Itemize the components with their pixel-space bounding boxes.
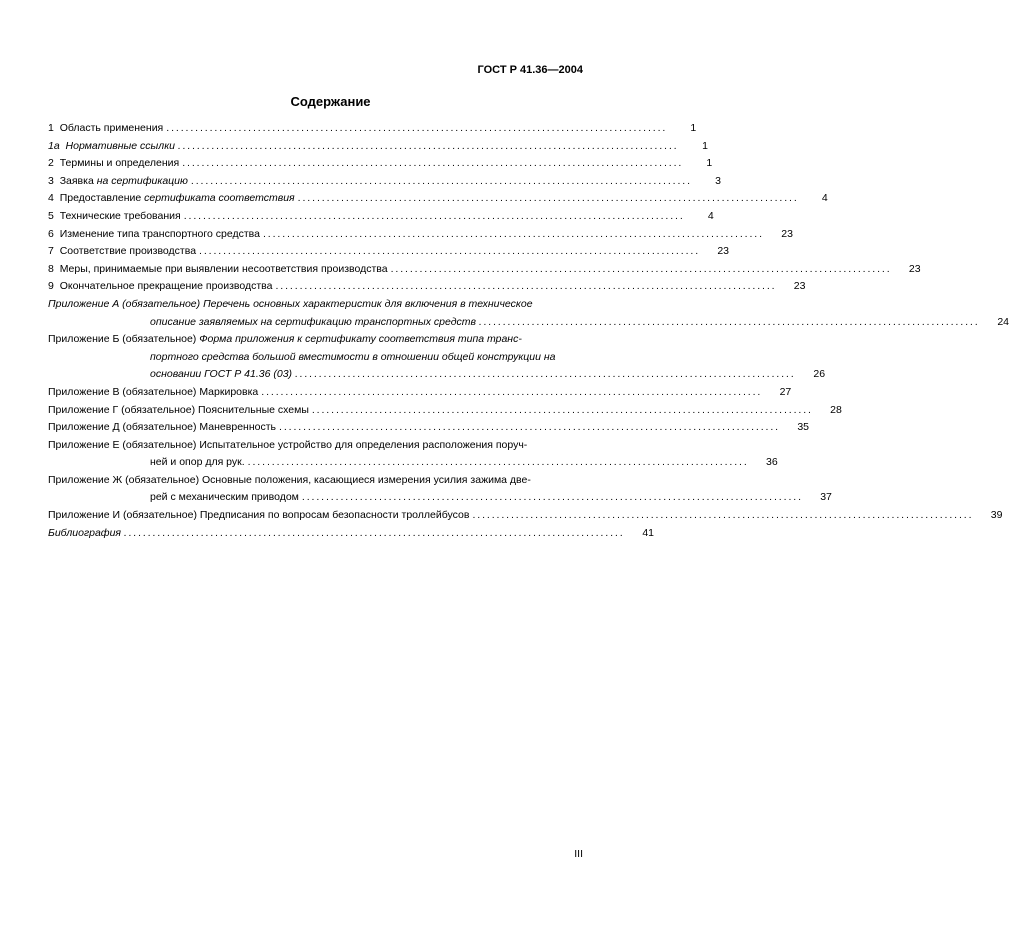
toc-entry-bibliography — [48, 526, 655, 545]
toc-entry: 8 Меры, принимаемые при выявлении несоответствия производства ........................................................................................................ 23 — [48, 262, 921, 275]
toc-entry-title: Приложение Е (обязательное) Испытательное устройство для определения расположения поруч- — [48, 438, 528, 451]
leader-dots: ........................................................................................................ — [262, 227, 764, 240]
toc-entry-title: Область применения — [59, 122, 164, 134]
toc-entry-title: рей с механическим приводом — [150, 491, 299, 504]
toc-entry-appendix-i — [48, 509, 1003, 527]
leader-dots: ........................................................................................................ — [190, 174, 692, 187]
leader-dots: ........................................................................................................ — [301, 491, 803, 504]
toc-entry-page: 28 — [830, 403, 842, 416]
toc-entry-title: Приложение И (обязательное) Предписания по вопросам безопасности троллейбусов — [48, 509, 470, 522]
toc-entry-page: 1 — [706, 157, 713, 170]
toc-entry: 1 Область применения ........................................................................................................ 1 — [48, 122, 697, 134]
toc-entry-page: 41 — [642, 526, 655, 539]
toc-entry-page: 23 — [908, 262, 921, 275]
leader-dots: ........................................................................................................ — [124, 526, 626, 539]
toc-entry-page: 36 — [765, 456, 778, 469]
leader-dots: ........................................................................................................ — [182, 157, 684, 170]
toc-entry-title: портного средства большой вместимости в отношении общей конструкции на — [150, 350, 556, 363]
toc-entry-appendix-b — [48, 333, 826, 386]
leader-dots: ........................................................................................................ — [472, 509, 974, 522]
leader-dots: ........................................................................................................ — [199, 245, 701, 258]
toc-entry: 9 Окончательное прекращение производства ........................................................................................................ 23 — [48, 280, 806, 293]
toc-entry-title: Приложение Б (обязательное) Форма приложения к сертификату соответствия типа транс- — [48, 333, 522, 346]
toc-entry-appendix-v — [48, 385, 792, 404]
toc-entry-title: Соответствие производства — [59, 245, 197, 258]
toc-entry-page: 23 — [781, 227, 793, 240]
toc-entry-page: 4 — [821, 192, 828, 205]
document-number: ГОСТ Р 41.36—2004 — [477, 64, 583, 76]
toc-entry-appendix-e — [48, 438, 778, 474]
toc-entry: 1а Нормативные ссылки ........................................................................................................ 1 — [48, 139, 708, 152]
toc-entry-appendix-zh — [48, 473, 832, 509]
toc-entry-page: 39 — [990, 509, 1003, 522]
toc-entry: 6 Изменение типа транспортного средства ........................................................................................................ 23 — [48, 227, 793, 240]
toc-entry-title: Приложение Г (обязательное) Пояснительные схемы — [48, 403, 309, 416]
toc-entry-title: Технические требования — [59, 209, 181, 222]
toc-entry-page: 1 — [702, 139, 708, 152]
toc-entry-page: 3 — [715, 174, 721, 187]
leader-dots: ........................................................................................................ — [295, 368, 797, 381]
toc-entry-title: Изменение типа транспортного средства — [59, 227, 260, 240]
page-title: Содержание — [290, 94, 371, 109]
leader-dots: ........................................................................................................ — [166, 122, 668, 134]
leader-dots: ........................................................................................................ — [261, 385, 763, 398]
toc-entry: 7 Соответствие производства ........................................................................................................ 23 — [48, 245, 730, 258]
leader-dots: ........................................................................................................ — [479, 315, 981, 328]
toc-entry-title: Приложение Д (обязательное) Маневренность — [48, 421, 276, 434]
table-of-contents — [48, 122, 1009, 544]
toc-entry-page: 1 — [690, 122, 697, 134]
toc-entry-title: Нормативные ссылки — [65, 139, 175, 152]
leader-dots: ........................................................................................................ — [297, 192, 799, 205]
leader-dots: ........................................................................................................ — [390, 262, 892, 275]
toc-entry-appendix-a — [48, 297, 1009, 333]
toc-entry-title: Заявка — [59, 174, 97, 187]
toc-entry-title: Библиография — [48, 526, 122, 539]
toc-entry-title: Предоставление — [59, 192, 145, 205]
toc-entry: 2 Термины и определения ........................................................................................................ 1 — [48, 157, 713, 170]
toc-entry: 5 Технические требования ........................................................................................................ 4 — [48, 209, 714, 222]
toc-entry-page: 37 — [820, 491, 832, 504]
toc-entry-title: Окончательное прекращение производства — [59, 280, 273, 293]
toc-entry-title: Меры, принимаемые при выявлении несоответствия производства — [59, 262, 388, 275]
toc-entry-page: 35 — [797, 421, 809, 434]
toc-entry-title: ней и опор для рук. — [150, 456, 245, 469]
leader-dots: ........................................................................................................ — [275, 280, 777, 293]
toc-entry-page: 27 — [779, 385, 792, 398]
toc-entry-appendix-d — [48, 421, 809, 439]
toc-entry-title: Приложение А (обязательное) Перечень основных характеристик для включения в техническое — [48, 297, 533, 310]
leader-dots: ........................................................................................................ — [279, 421, 780, 434]
toc-entry-title: Приложение В (обязательное) Маркировка — [48, 385, 259, 398]
toc-entry-page: 23 — [793, 280, 806, 293]
toc-entry-appendix-g — [48, 403, 842, 422]
toc-entry-page: 24 — [997, 315, 1009, 328]
toc-entry-page: 26 — [813, 368, 826, 381]
leader-dots: ........................................................................................................ — [247, 456, 749, 469]
toc-entry-title: основании ГОСТ Р 41.36 (03) — [150, 368, 293, 381]
toc-entry-page: 4 — [707, 209, 714, 222]
toc-entry-title: описание заявляемых на сертификацию транспортных средств — [150, 315, 477, 328]
toc-entry-page: 23 — [717, 245, 730, 258]
toc-entry-title: Приложение Ж (обязательное) Основные положения, касающиеся измерения усилия зажима две- — [48, 473, 531, 486]
leader-dots: ........................................................................................................ — [178, 139, 679, 152]
toc-entry: 4 Предоставление сертификата соответствия ........................................................................................................ 4 — [48, 192, 828, 205]
toc-entry: 3 Заявка на сертификацию ........................................................................................................ 3 — [48, 174, 721, 187]
leader-dots: ........................................................................................................ — [311, 403, 813, 416]
toc-entry-title: Термины и определения — [59, 157, 180, 170]
leader-dots: ........................................................................................................ — [183, 209, 685, 222]
page-number: III — [574, 848, 583, 860]
